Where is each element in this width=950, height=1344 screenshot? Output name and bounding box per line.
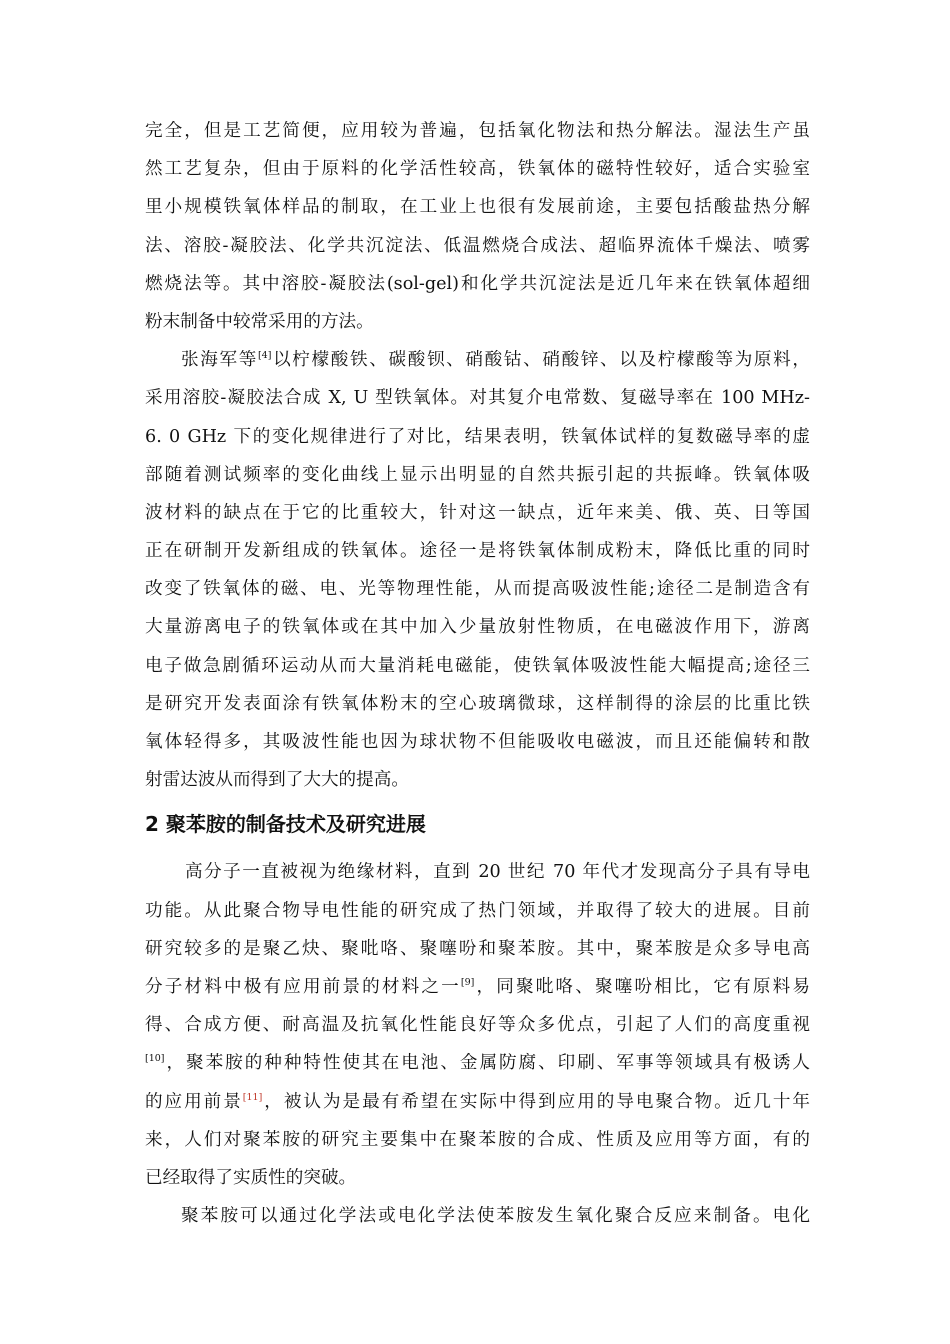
text-line: 已经取得了实质性的突破。: [145, 1167, 357, 1188]
text-line: 是研究开发表面涂有铁氧体粉末的空心玻璃微球，这样制得的涂层的比重比铁: [145, 693, 810, 714]
section-heading: 2 聚苯胺的制备技术及研究进展: [145, 812, 426, 837]
text-line: [145, 968, 810, 1006]
text-span: ，聚苯胺的种种特性使其在电池、金属防腐、印刷、军事等领域具有极诱人: [164, 1053, 810, 1074]
text-line: 6. 0 GHz 下的变化规律进行了对比，结果表明，铁氧体试样的复数磁导率的虚: [145, 426, 810, 447]
text-line: 部随着测试频率的变化曲线上显示出明显的自然共振引起的共振峰。铁氧体吸: [145, 464, 810, 485]
paragraph-polyaniline-intro: [145, 853, 810, 1197]
text-line: 粉末制备中较常采用的方法。: [145, 311, 374, 332]
citation-ref: [4]: [257, 350, 272, 362]
citation-ref: [11]: [242, 1091, 263, 1103]
text-line: 聚苯胺可以通过化学法或电化学法使苯胺发生氧化聚合反应来制备。电化: [181, 1206, 810, 1227]
text-line: 正在研制开发新组成的铁氧体。途径一是将铁氧体制成粉末，降低比重的同时: [145, 541, 810, 562]
text-line: [145, 1044, 810, 1082]
text-line: [145, 341, 810, 379]
text-line: 完全，但是工艺简便，应用较为普遍，包括氧化物法和热分解法。湿法生产虽: [145, 121, 810, 141]
paragraph-zhang-haijun: [145, 341, 810, 799]
document-page: [145, 112, 810, 1235]
text-span: ，被认为是最有希望在实际中得到应用的导电聚合物。近几十年: [262, 1091, 810, 1112]
text-line: 燃烧法等。其中溶胶-凝胶法(sol-gel)和化学共沉淀法是近几年来在铁氧体超细: [145, 273, 810, 294]
citation-ref: [10]: [145, 1053, 165, 1065]
text-line: 大量游离电子的铁氧体或在其中加入少量放射性物质，在电磁波作用下，游离: [145, 617, 810, 638]
paragraph-preparation-methods: [145, 1197, 810, 1235]
text-line: 射雷达波从而得到了大大的提高。: [145, 770, 409, 791]
text-line: 氧体轻得多，其吸波性能也因为球状物不但能吸收电磁波，而且还能偏转和散: [145, 732, 810, 752]
text-line: 采用溶胶-凝胶法合成 X, U 型铁氧体。对其复介电常数、复磁导率在 100 MHz-: [145, 388, 810, 409]
paragraph-wet-dry-methods: [145, 112, 810, 341]
citation-ref: [9]: [460, 976, 475, 988]
text-line: 功能。从此聚合物导电性能的研究成了热门领域，并取得了较大的进展。目前: [145, 900, 810, 921]
text-line: 改变了铁氧体的磁、电、光等物理性能，从而提高吸波性能;途径二是制造含有: [145, 579, 810, 600]
text-line: 来，人们对聚苯胺的研究主要集中在聚苯胺的合成、性质及应用等方面，有的: [145, 1129, 810, 1150]
text-line: 法、溶胶-凝胶法、化学共沉淀法、低温燃烧合成法、超临界流体千燥法、喷雾: [145, 235, 810, 256]
text-span: 的应用前景: [145, 1091, 243, 1112]
text-span: 分子材料中极有应用前景的材料之一: [145, 976, 461, 997]
text-line: 里小规模铁氧体样品的制取，在工业上也很有发展前途，主要包括酸盐热分解: [145, 197, 810, 218]
text-line: 波材料的缺点在于它的比重较大，针对这一缺点，近年来美、俄、英、日等国: [145, 502, 810, 523]
text-span: 以柠檬酸铁、碳酸钡、硝酸钴、硝酸锌、以及柠檬酸等为原料，: [271, 350, 810, 371]
text-line: 研究较多的是聚乙炔、聚吡咯、聚噻吩和聚苯胺。其中，聚苯胺是众多导电高: [145, 938, 810, 959]
text-line: 得、合成方便、耐高温及抗氧化性能良好等众多优点，引起了人们的高度重视: [145, 1015, 810, 1036]
text-line: 电子做急剧循环运动从而大量消耗电磁能，使铁氧体吸波性能大幅提高;途径三: [145, 655, 810, 676]
text-line: 高分子一直被视为绝缘材料，直到 20 世纪 70 年代才发现高分子具有导电: [185, 862, 810, 883]
text-span: ，同聚吡咯、聚噻吩相比，它有原料易: [474, 976, 810, 997]
text-line: [145, 1083, 810, 1121]
text-span: 张海军等: [181, 350, 258, 371]
text-line: 然工艺复杂，但由于原料的化学活性较高，铁氧体的磁特性较好，适合实验室: [145, 159, 810, 180]
